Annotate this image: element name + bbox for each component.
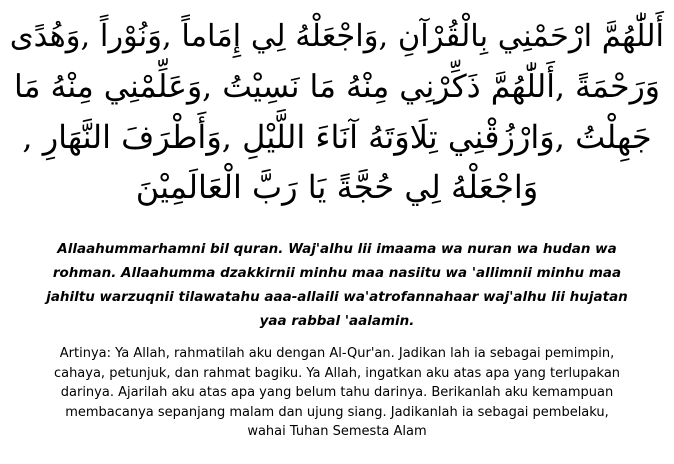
arabic-prayer-text — [10, 12, 664, 212]
transliteration-line-4: yaa rabbal 'aalamin. — [259, 313, 415, 329]
arabic-line-4: وَاجْعَلْهُ لِي حُجَّةً يَا رَبَّ الْعَالَمِيْنَ — [135, 168, 539, 206]
translation-line-4: membacanya sepanjang malam dan ujung siang. Jadikanlah ia sebagai pembelaku, — [65, 404, 609, 420]
arabic-line-3: جَهِلْتُ ,وَارْزُقْنِي تِلَاوَتَهُ آنَاءَ اللَّيْلِ ,وَأَطْرَفَ النَّهَارِ , — [22, 118, 652, 156]
translation-line-5: wahai Tuhan Semesta Alam — [247, 424, 427, 439]
translation-line-2: cahaya, petunjuk, dan rahmat bagiku. Ya Allah, ingatkan aku atas apa yang terlupakan — [53, 365, 621, 381]
transliteration-line-3: jahiltu warzuqnii tilawatahu aaa-allaili wa'atrofannahaar waj'alhu lii hujatan — [46, 289, 628, 305]
arabic-line-1: أَللّٰهُمَّ ارْحَمْنِي بِالْقُرْآنِ ,وَاجْعَلْهُ لِي إِمَاماً ,وَنُوْراً ,وَهُدًى — [9, 19, 664, 54]
arabic-line-2: وَرَحْمَةً ,أَللّٰهُمَّ ذَكِّرْنِي مِنْهُ مَا نَسِيْتُ ,وَعَلِّمْنِي مِنْهُ مَا — [14, 69, 660, 105]
transliteration-line-2: rohman. Allaahumma dzakkirnii minhu maa nasiitu wa 'allimnii minhu maa — [52, 265, 622, 281]
transliteration-line-1: Allaahummarhamni bil quran. Waj'alhu lii imaama wa nuran wa hudan wa — [57, 241, 617, 257]
translation-line-1: Artinya: Ya Allah, rahmatilah aku dengan Al-Qur'an. Jadikan lah ia sebagai pemimpin, — [59, 346, 615, 361]
translation-line-3: darinya. Ajarilah aku atas apa yang belum tahu darinya. Berikanlah aku kemampuan — [60, 385, 614, 400]
translation-text — [10, 344, 664, 442]
transliteration-text — [10, 237, 664, 333]
